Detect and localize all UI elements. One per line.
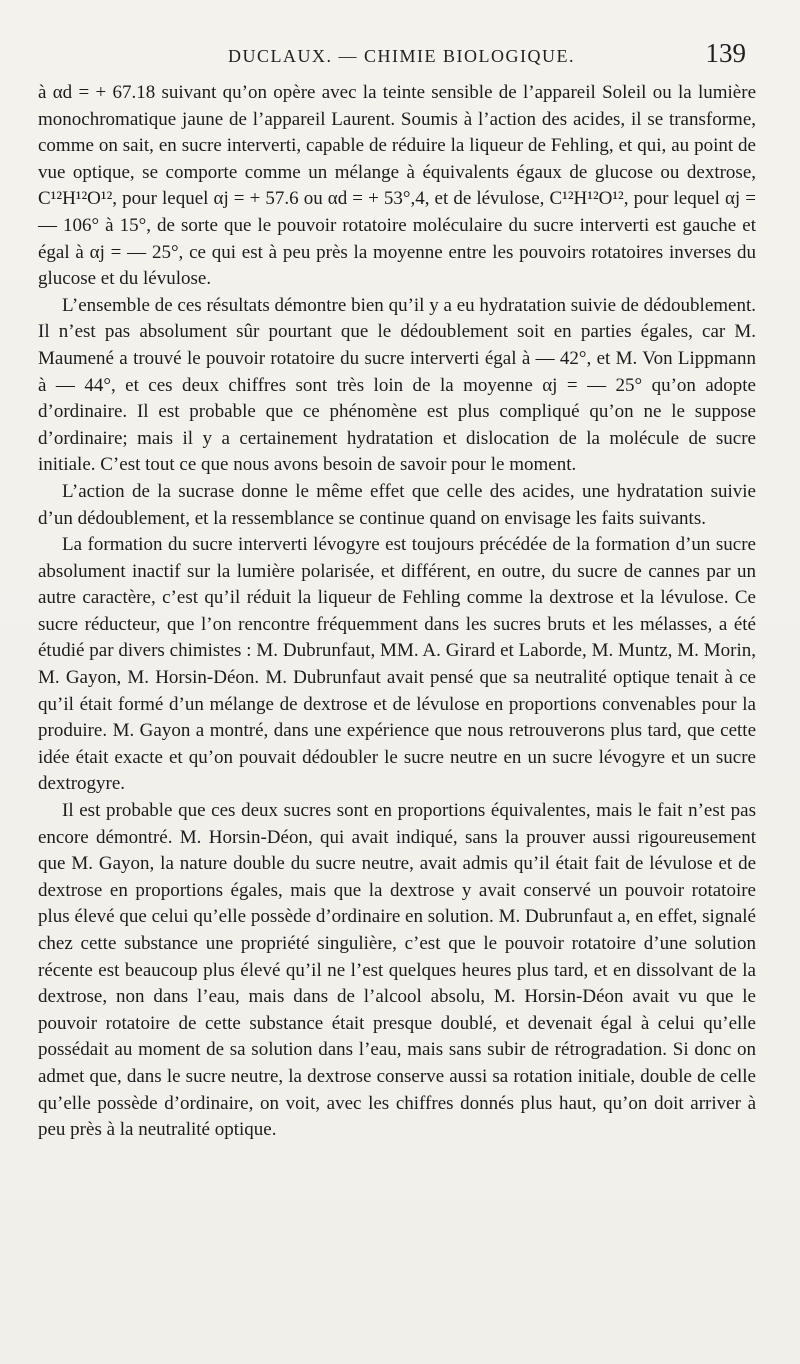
paragraph-4: La formation du sucre interverti lévogyre est toujours précédée de la formation d’un sucre absolument inactif sur la lumière polarisée, et différent, en outre, du sucre de cannes par un autre caractère, c’est qu’il réduit la liqueur de Fehling comme la dextrose et la lévulose. Ce sucre réducteur, que l’on rencontre fréquemment dans les sucres bruts et les mélasses, a été étudié par divers chimistes : M. Dubrunfaut, MM. A. Girard et Laborde, M. Muntz, M. Morin, M. Gayon, M. Horsin-Déon. M. Dubrunfaut avait pensé que sa neutralité optique tenait à ce qu’il était formé d’un mélange de dextrose et de lévulose en proportions convenables pour la produire. M. Gayon a montré, dans une expérience que nous retrouverons plus tard, que cette idée était exacte et qu’on pouvait dédoubler le sucre neutre en un sucre lévogyre et un sucre dextrogyre.	[38, 534, 756, 795]
paragraph-1: à αd = + 67.18 suivant qu’on opère avec la teinte sensible de l’appareil Soleil ou la lumière monochromatique jaune de l’appareil Laurent. Soumis à l’action des acides, il se transforme, comme on sait, en sucre interverti, capable de réduire la liqueur de Fehling, et qui, au point de vue optique, se comporte comme un mélange à équivalents égaux de glucose ou dextrose, C¹²H¹²O¹², pour lequel αj = + 57.6 ou αd = + 53°,4, et de lévulose, C¹²H¹²O¹², pour lequel αj = — 106° à 15°, de sorte que le pouvoir rotatoire moléculaire du sucre interverti est gauche et égal à αj = — 25°, ce qui est à peu près la moyenne entre les pouvoirs rotatoires inverses du glucose et du lévulose.	[38, 82, 756, 290]
body-text	[38, 80, 756, 1144]
paragraph-3: L’action de la sucrase donne le même effet que celle des acides, une hydratation suivie d’un dédoublement, et la ressemblance se continue quand on envisage les faits suivants.	[38, 480, 756, 529]
running-header	[60, 38, 746, 72]
paragraph-5: Il est probable que ces deux sucres sont en proportions équivalentes, mais le fait n’est pas encore démontré. M. Horsin-Déon, qui avait indiqué, sans la prouver aussi rigoureusement que M. Gayon, la nature double du sucre neutre, avait admis qu’il était fait de lévulose et de dextrose en proportions égales, mais que la dextrose y avait conservé un pouvoir rotatoire plus élevé que celui qu’elle possède d’ordinaire en solution. M. Dubrunfaut a, en effet, signalé chez cette substance une propriété singulière, c’est que le pouvoir rotatoire d’une solution récente est beaucoup plus élevé qu’il ne l’est quelques heures plus tard, et en dissolvant de la dextrose, non dans l’eau, mais dans de l’alcool absolu, M. Horsin-Déon avait vu que le pouvoir rotatoire de cette substance était presque doublé, et devenait égal à celui qu’elle possédait au moment de sa solution dans l’eau, mais sans subir de rétrogradation. Si donc on admet que, dans le sucre neutre, la dextrose conserve aussi sa rotation initiale, double de celle qu’elle possède d’ordinaire, on voit, avec les chiffres donnés plus haut, qu’on doit arriver à peu près à la neutralité optique.	[38, 800, 756, 1141]
running-title: DUCLAUX. — CHIMIE BIOLOGIQUE.	[228, 46, 575, 66]
paragraph-2: L’ensemble de ces résultats démontre bien qu’il y a eu hydratation suivie de dédoublement. Il n’est pas absolument sûr pourtant que le dédoublement soit en parties égales, car M. Maumené a trouvé le pouvoir rotatoire du sucre interverti égal à — 42°, et M. Von Lippmann à — 44°, et ces deux chiffres sont très loin de la moyenne αj = — 25° qu’on adopte d’ordinaire. Il est probable que ce phénomène est plus compliqué qu’on ne le suppose d’ordinaire; mais il y a certainement hydratation et dislocation de la molécule de sucre initiale. C’est tout ce que nous avons besoin de savoir pour le moment.	[38, 294, 756, 476]
page-number: 139	[705, 38, 746, 68]
